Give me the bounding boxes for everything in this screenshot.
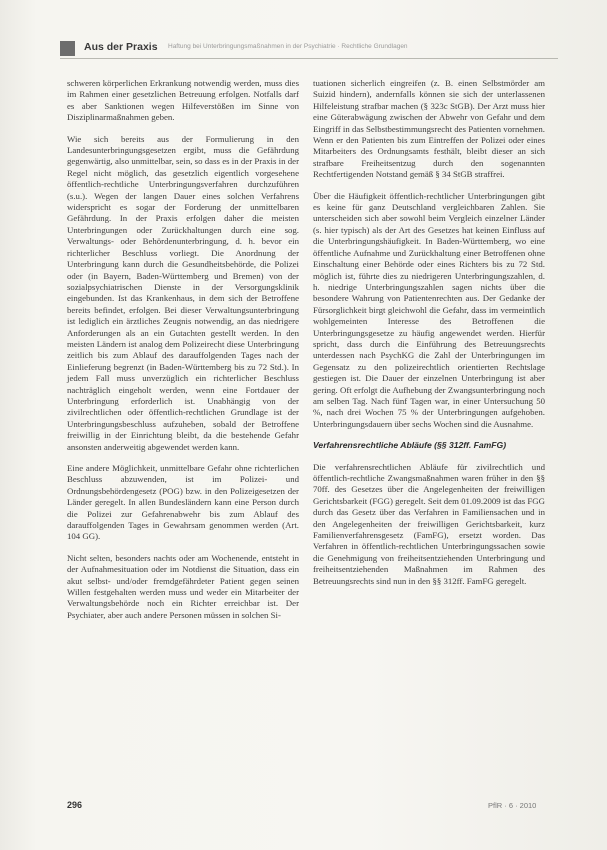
section-heading: Verfahrensrechtliche Abläufe (§§ 312ff. FamFG) bbox=[313, 440, 507, 451]
right-column bbox=[313, 78, 545, 597]
paragraph: Eine andere Möglichkeit, unmittelbare Gefahr ohne richterlichen Beschluss abzuwenden, ist im Polizei- und Ordnungsbehördengesetz (POG) bzw. in den Polizeigesetzen der Länder geregelt. In allen Bundesländern kann eine Person durch die Polizei zur Gefahrenabwehr bis zum Ablauf des darauffolgenden Tages in Gewahrsam genommen werden (Art. 104 GG). bbox=[67, 463, 299, 542]
header-rule bbox=[60, 58, 558, 59]
paragraph: Die verfahrensrechtlichen Abläufe für zivilrechtlich und öffentlich-rechtliche Zwangsmaßnahmen waren früher in den §§ 70ff. des Gesetzes über die Angelegenheiten der freiwilligen Gerichtsbarkeit (FGG) geregelt. Seit dem 01.09.2009 ist das FGG durch das Gesetz über das Verfahren in Familiensachen und in den Angelegenheiten der freiwilligen Gerichtsbarkeit, kurz Familienverfahrensgesetz (FamFG), ersetzt worden. Das Verfahren in öffentlich-rechtlichen Unterbringungssachen sowie die Genehmigung von freiheitsentziehenden Unterbringung und freiheitsentziehenden Maßnahmen im Rahmen des Betreuungsrechts sind nun in den §§ 312ff. FamFG geregelt. bbox=[313, 461, 545, 586]
paragraph: Nicht selten, besonders nachts oder am Wochenende, entsteht in der Aufnahmesituation oder im Notdienst die Situation, dass ein akut selbst- und/oder fremdgefährdeter Patient gegen seinen Willen festgehalten werden muss und weder ein Mitarbeiter der Verwaltungsbehörde noch ein Richter erreichbar ist. Der Psychiater, aber auch andere Personen müssen in solchen Si- bbox=[67, 552, 299, 620]
paragraph: Wie sich bereits aus der Formulierung in den Landesunterbringungsgesetzen ergibt, muss die Gefährdung gegenwärtig, also unmittelbar, sein, so dass es in der Praxis in der Regel nicht möglich, das gesetzlich eigentlich vorgesehene öffentlich-rechtliche Unterbringungsverfahren durchzuführen (s.u.). Wegen der langen Dauer eines solchen Verfahrens widerspricht es sogar der Forderung der unmittelbaren Gefährdung. In der Praxis erfolgen daher die meisten Unterbringungen oder Zurückhaltungen durch eine sog. Verwaltungs- oder Behördenunterbringung, d. h. bevor ein richterlicher Beschluss vorliegt. Die Anordnung der Unterbringung kann durch die Gesundheitsbehörde, die Polizei oder (in Bayern, Baden-Württemberg und Bremen) von der sozialpsychiatrischen Dienste in der Versorgungsklinik eingebunden. Ist das Krankenhaus, in dem sich der Betroffene bereits befindet, erfolgen. Bei dieser Verwaltungsunterbringung ist lediglich ein ärztliches Zeugnis notwendig, an das niedrigere Anforderungen als an ein Gutachten gestellt werden. In den meisten Ländern ist analog dem Polizeirecht diese Unterbringung zeitlich bis zum Ablauf des darauffolgenden Tages nach der Einlieferung begrenzt (in Baden-Württemberg bis zu 72 Std.). In jedem Fall muss unverzüglich ein richterlicher Beschluss nachträglich eingeholt werden, wenn eine Fortdauer der Unterbringung erforderlich ist. Unabhängig von der zivilrechtlichen oder öffentlich-rechtlichen Grundlage ist der Unterbringungsbeschluss aufzuheben, sobald der Betroffene freiwillig in der Einrichtung bleibt, da die bestehende Gefahr ansonsten anderweitig abgewendet werden kann. bbox=[67, 133, 299, 452]
page-number: 296 bbox=[67, 800, 83, 810]
paragraph: tuationen sicherlich eingreifen (z. B. einen Selbstmörder am Suizid hindern), andernfalls können sie sich der unterlassenen Hilfeleistung strafbar machen (§ 323c StGB). Der Arzt muss hier eine Güterabwägung zwischen der Abwehr von Gefahr und dem Eingriff in das Selbstbestimmungsrecht des Patienten vornehmen. Wenn er den Patienten bis zum Eintreffen der Polizei oder eines Mitarbeiters des Ordnungsamts festhält, bleibt dieser an sich strafbare Freiheitsentzug durch den sogenannten Rechtfertigenden Notstand gemäß § 34 StGB straffrei. bbox=[313, 78, 545, 180]
running-header bbox=[60, 40, 560, 60]
paragraph: Über die Häufigkeit öffentlich-rechtlicher Unterbringungen gibt es keine für ganz Deutschland vergleichbaren Zahlen. Sie unterscheiden sich aber sowohl beim Vergleich einzelner Länder (s. hier typisch) als der Art des Gesetzes hat keinen Einfluss auf die Unterbringungshäufigkeit. In Baden-Württemberg, wo eine öffentliche Aufnahme und Zurückhaltung einer Betroffenen ohne Einschaltung einer Behörde oder eines Richters bis zu 72 Std. möglich ist, führte dies zu niedrigeren Unterbringungszahlen, d. h. niedrige Unterbringungszahlen sagen nichts über die besondere Wahrung von Patientenrechten aus. Der Gedanke der Fürsorglichkeit birgt gleichwohl die Gefahr, dass im vermeintlich wohlgemeinten Interesse des Betroffenen die Unterbringungsgesetze zu häufig angewendet werden. Hierfür spricht, dass durch die Einführung des Betreuungsrechts unterdessen nach PsychKG die Zahl der Unterbringungen im Gegensatz zu den polizeirechtlich orientierten Rechtslage gestiegen ist. Die Dauer der einzelnen Unterbringung ist aber gering. Oft erfolgt die Aufhebung der Zwangsunterbringung noch am selben Tag. Nach fünf Tagen war, in einer Untersuchung 50 %, nach drei Wochen 75 % der Unterbringungen aufgehoben. Unterbringungsdauern über sechs Wochen sind die Ausnahme. bbox=[313, 190, 545, 429]
journal-issue: PflR · 6 · 2010 bbox=[488, 801, 537, 810]
left-column bbox=[67, 78, 299, 631]
section-title: Aus der Praxis bbox=[84, 41, 158, 53]
section-subtitle: Haftung bei Unterbringungsmaßnahmen in der Psychiatrie · Rechtliche Grundlagen bbox=[168, 43, 408, 50]
section-marker bbox=[60, 41, 75, 56]
paragraph: schweren körperlichen Erkrankung notwendig werden, muss dies im Rahmen einer gesetzlichen Betreuung erfolgen. Notfalls darf es aber Sanktionen wegen Hilfeverstößen im Sinne von Disziplinarmaßnahmen geben. bbox=[67, 78, 299, 123]
